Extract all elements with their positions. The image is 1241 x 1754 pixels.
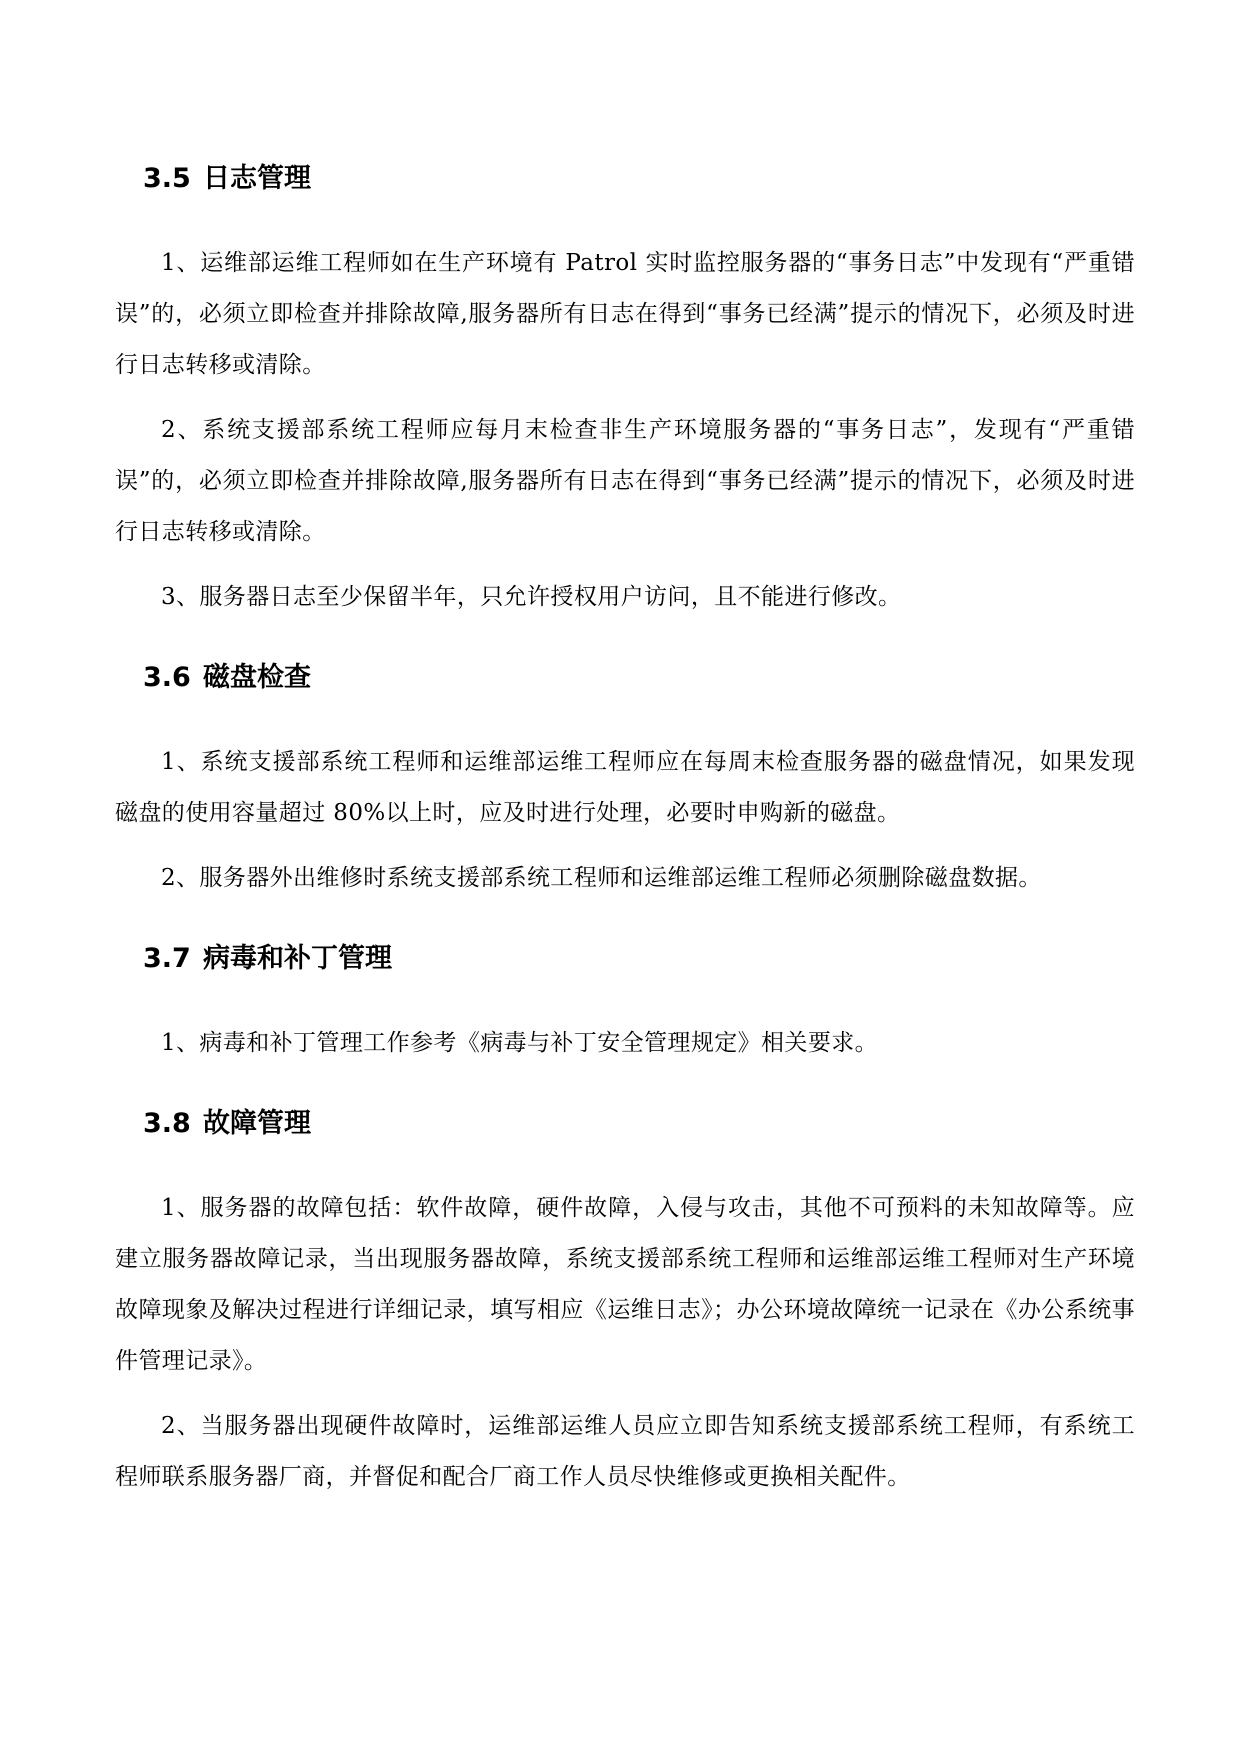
section-number: 3.5 [143,163,191,194]
section-3-5 [115,160,1135,623]
section-number: 3.8 [143,1108,191,1139]
section-title: 病毒和补丁管理 [203,943,392,974]
paragraph: 2、服务器外出维修时系统支援部系统工程师和运维部运维工程师必须删除磁盘数据。 [161,865,1042,891]
section-3-8 [115,1105,1135,1503]
section-heading [143,1105,1135,1143]
section-3-7 [115,940,1135,1069]
paragraph: 1、运维部运维工程师如在生产环境有 Patrol 实时监控服务器的“事务日志”中发现有“严重错误”的，必须立即检查并排除故障,服务器所有日志在得到“事务已经满”提示的情况下，必须及时进行日志转移或清除。 [115,250,1135,378]
document-body [115,160,1135,1517]
section-title: 故障管理 [203,1108,311,1139]
section-heading [143,940,1135,978]
paragraph: 2、当服务器出现硬件故障时，运维部运维人员应立即告知系统支援部系统工程师，有系统工程师联系服务器厂商，并督促和配合厂商工作人员尽快维修或更换相关配件。 [115,1413,1135,1490]
section-3-6 [115,659,1135,904]
paragraph: 1、系统支援部系统工程师和运维部运维工程师应在每周末检查服务器的磁盘情况，如果发现磁盘的使用容量超过 80%以上时，应及时进行处理，必要时申购新的磁盘。 [115,749,1135,826]
paragraph: 2、系统支援部系统工程师应每月末检查非生产环境服务器的“事务日志”，发现有“严重错误”的，必须立即检查并排除故障,服务器所有日志在得到“事务已经满”提示的情况下，必须及时进行日志转移或清除。 [115,417,1135,545]
section-heading [143,659,1135,697]
section-title: 磁盘检查 [203,662,311,693]
section-title: 日志管理 [203,163,311,194]
paragraph: 1、服务器的故障包括：软件故障，硬件故障，入侵与攻击，其他不可预料的未知故障等。应建立服务器故障记录，当出现服务器故障，系统支援部系统工程师和运维部运维工程师对生产环境故障现象及解决过程进行详细记录，填写相应《运维日志》；办公环境故障统一记录在《办公系统事件管理记录》。 [115,1195,1135,1374]
paragraph: 3、服务器日志至少保留半年，只允许授权用户访问，且不能进行修改。 [161,584,902,610]
section-number: 3.7 [143,943,191,974]
section-heading [143,160,1135,198]
paragraph: 1、病毒和补丁管理工作参考《病毒与补丁安全管理规定》相关要求。 [161,1030,879,1056]
section-number: 3.6 [143,662,191,693]
